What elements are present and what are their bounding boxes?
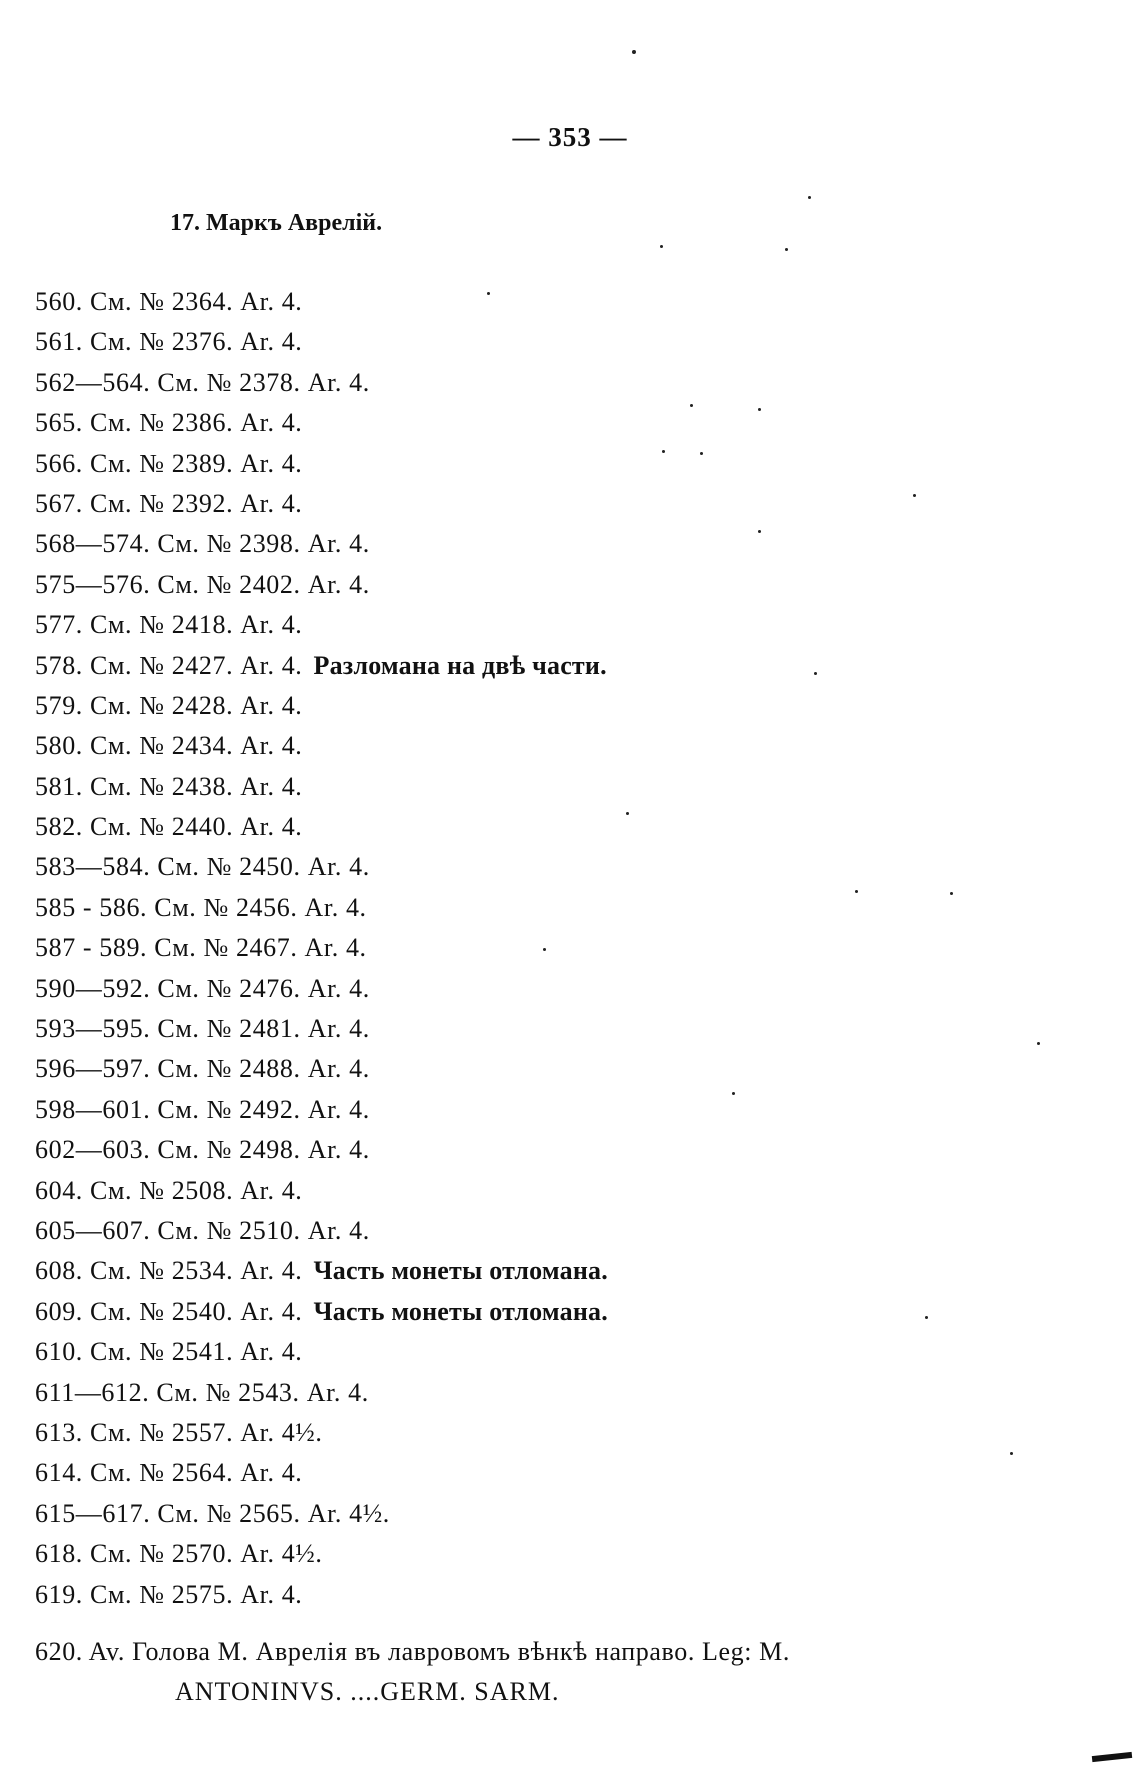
catalog-entry bbox=[35, 524, 608, 564]
entry-text: 598—601. См. № 2492. Ar. 4. bbox=[35, 1094, 370, 1124]
scan-speck bbox=[732, 1092, 735, 1095]
entry-620-line-1: 620. Av. Голова М. Аврелія въ лавровомъ вѣнкѣ направо. Leg: M. bbox=[35, 1637, 790, 1666]
scan-speck bbox=[913, 494, 916, 497]
entry-text: 581. См. № 2438. Ar. 4. bbox=[35, 771, 303, 801]
entry-text: 605—607. См. № 2510. Ar. 4. bbox=[35, 1215, 370, 1245]
entry-note: Часть монеты отломана. bbox=[313, 1296, 608, 1326]
entry-text: 575—576. См. № 2402. Ar. 4. bbox=[35, 569, 370, 599]
entry-text: 604. См. № 2508. Ar. 4. bbox=[35, 1175, 303, 1205]
catalog-entry bbox=[35, 565, 608, 605]
scan-speck bbox=[814, 672, 817, 675]
scan-speck bbox=[632, 50, 636, 54]
catalog-entry bbox=[35, 605, 608, 645]
entry-text: 585 - 586. См. № 2456. Ar. 4. bbox=[35, 892, 367, 922]
catalog-entry bbox=[35, 1090, 608, 1130]
catalog-entry bbox=[35, 888, 608, 928]
entry-text: 560. См. № 2364. Ar. 4. bbox=[35, 287, 303, 316]
entry-text: 578. См. № 2427. Ar. 4. bbox=[35, 650, 303, 680]
entry-text: 611—612. См. № 2543. Ar. 4. bbox=[35, 1377, 369, 1407]
scan-speck bbox=[758, 530, 761, 533]
entry-text: 619. См. № 2575. Ar. 4. bbox=[35, 1579, 303, 1609]
scan-speck bbox=[487, 292, 490, 295]
scan-edge-mark bbox=[1092, 1752, 1132, 1762]
entry-text: 602—603. См. № 2498. Ar. 4. bbox=[35, 1135, 370, 1165]
entry-text: 614. См. № 2564. Ar. 4. bbox=[35, 1458, 303, 1488]
catalog-entry bbox=[35, 726, 608, 766]
catalog-entry bbox=[35, 1171, 608, 1211]
scan-speck bbox=[626, 812, 629, 815]
catalog-entry bbox=[35, 807, 608, 847]
catalog-entry bbox=[35, 928, 608, 968]
catalog-entry bbox=[35, 363, 608, 403]
scan-speck bbox=[785, 248, 788, 251]
entry-text: 613. См. № 2557. Ar. 4½. bbox=[35, 1417, 323, 1447]
entry-text: 618. См. № 2570. Ar. 4½. bbox=[35, 1539, 323, 1569]
entry-text: 590—592. См. № 2476. Ar. 4. bbox=[35, 973, 370, 1003]
catalog-entry-620 bbox=[35, 1632, 1035, 1712]
catalog-entry bbox=[35, 1575, 608, 1615]
entry-text: 593—595. См. № 2481. Ar. 4. bbox=[35, 1014, 370, 1044]
catalog-entry bbox=[35, 322, 608, 362]
entry-text: 610. См. № 2541. Ar. 4. bbox=[35, 1337, 303, 1367]
catalog-entry bbox=[35, 646, 608, 686]
entry-text: 579. См. № 2428. Ar. 4. bbox=[35, 690, 303, 720]
catalog-entries bbox=[35, 282, 608, 1615]
catalog-entry bbox=[35, 1009, 608, 1049]
catalog-entry bbox=[35, 686, 608, 726]
scan-speck bbox=[1037, 1042, 1040, 1045]
catalog-entry bbox=[35, 1373, 608, 1413]
entry-text: 567. См. № 2392. Ar. 4. bbox=[35, 488, 303, 518]
entry-text: 609. См. № 2540. Ar. 4. bbox=[35, 1296, 303, 1326]
scan-speck bbox=[950, 892, 953, 895]
entry-note: Часть монеты отломана. bbox=[313, 1256, 608, 1286]
entry-text: 583—584. См. № 2450. Ar. 4. bbox=[35, 852, 370, 882]
scan-speck bbox=[808, 196, 811, 199]
section-heading: 17. Маркъ Аврелій. bbox=[170, 210, 383, 236]
catalog-entry bbox=[35, 1211, 608, 1251]
catalog-entry bbox=[35, 1413, 608, 1453]
catalog-entry bbox=[35, 1332, 608, 1372]
scan-speck bbox=[855, 890, 858, 893]
scan-speck bbox=[700, 452, 703, 455]
catalog-entry bbox=[35, 282, 608, 322]
catalog-entry bbox=[35, 847, 608, 887]
catalog-entry bbox=[35, 484, 608, 524]
entry-text: 580. См. № 2434. Ar. 4. bbox=[35, 731, 303, 761]
page-number: — 353 — bbox=[512, 122, 628, 152]
entry-text: 566. См. № 2389. Ar. 4. bbox=[35, 448, 303, 478]
entry-620-line-2: ANTONINVS. ....GERM. SARM. bbox=[175, 1677, 560, 1706]
catalog-entry bbox=[35, 1130, 608, 1170]
catalog-entry bbox=[35, 403, 608, 443]
scan-speck bbox=[925, 1316, 928, 1319]
catalog-entry bbox=[35, 969, 608, 1009]
scan-speck bbox=[660, 245, 663, 248]
catalog-entry bbox=[35, 1494, 608, 1534]
scan-speck bbox=[758, 408, 761, 411]
entry-text: 587 - 589. См. № 2467. Ar. 4. bbox=[35, 933, 367, 963]
entry-text: 562—564. См. № 2378. Ar. 4. bbox=[35, 367, 370, 397]
entry-text: 608. См. № 2534. Ar. 4. bbox=[35, 1256, 303, 1286]
entry-text: 561. См. № 2376. Ar. 4. bbox=[35, 327, 303, 357]
catalog-entry bbox=[35, 1251, 608, 1291]
scan-speck bbox=[662, 450, 665, 453]
catalog-entry bbox=[35, 444, 608, 484]
entry-text: 568—574. См. № 2398. Ar. 4. bbox=[35, 529, 370, 559]
entry-text: 577. См. № 2418. Ar. 4. bbox=[35, 610, 303, 640]
catalog-entry bbox=[35, 1049, 608, 1089]
entry-text: 596—597. См. № 2488. Ar. 4. bbox=[35, 1054, 370, 1084]
entry-note: Разломана на двѣ части. bbox=[313, 650, 607, 680]
scan-speck bbox=[1010, 1452, 1013, 1455]
catalog-entry bbox=[35, 767, 608, 807]
scan-speck bbox=[690, 404, 693, 407]
entry-text: 582. См. № 2440. Ar. 4. bbox=[35, 812, 303, 842]
catalog-entry bbox=[35, 1292, 608, 1332]
scan-speck bbox=[543, 948, 546, 951]
catalog-entry bbox=[35, 1534, 608, 1574]
catalog-entry bbox=[35, 1453, 608, 1493]
entry-text: 615—617. См. № 2565. Ar. 4½. bbox=[35, 1498, 390, 1528]
entry-text: 565. См. № 2386. Ar. 4. bbox=[35, 408, 303, 438]
